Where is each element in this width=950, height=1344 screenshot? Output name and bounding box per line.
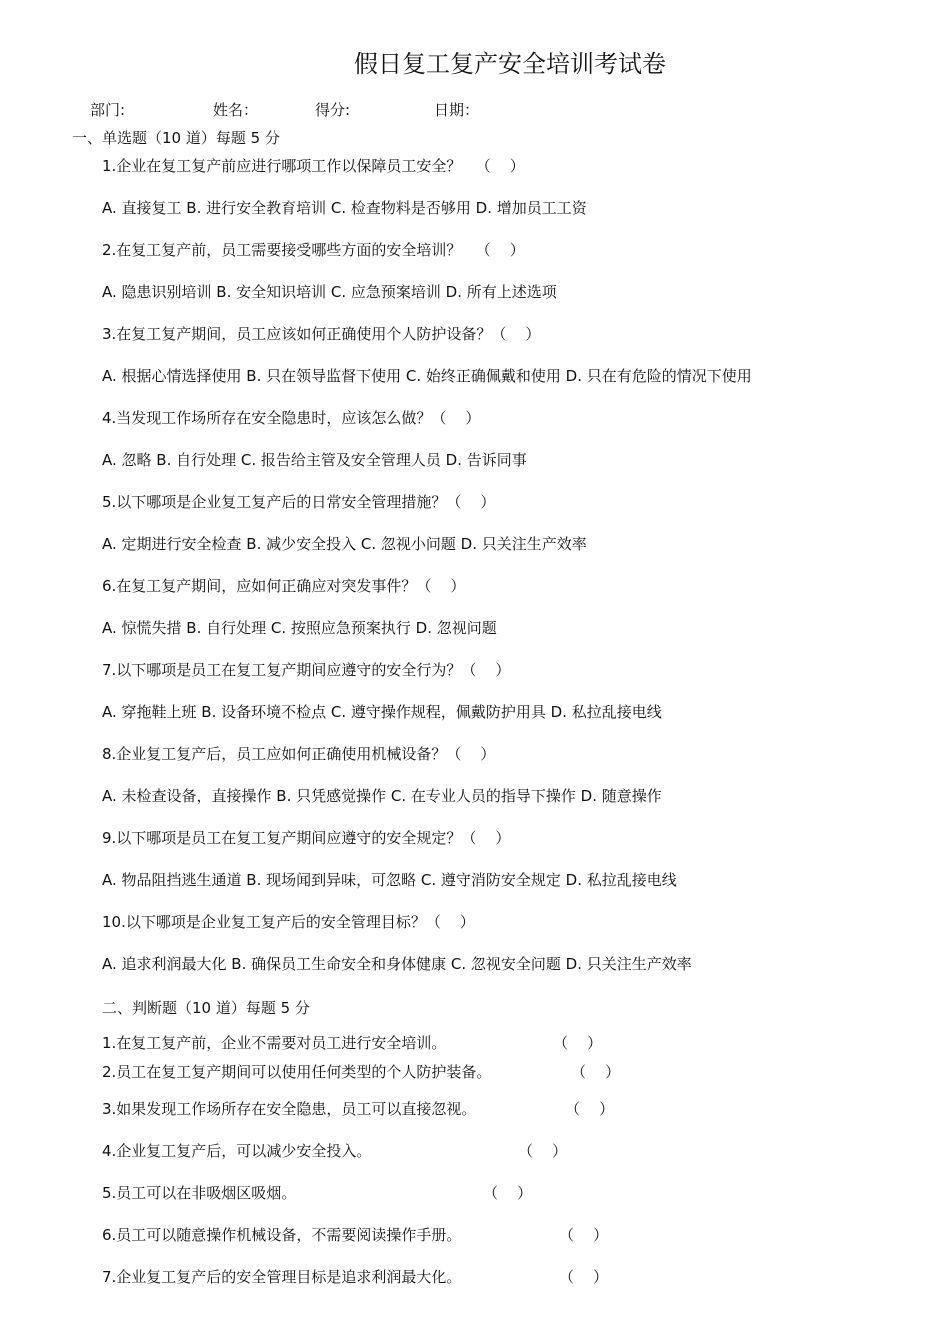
answer-bracket: （ ）: [483, 1184, 533, 1202]
page-title: 假日复工复产安全培训考试卷: [354, 50, 666, 78]
name-label: 姓名：: [213, 101, 259, 119]
question-options: A. 隐患识别培训 B. 安全知识培训 C. 应急预案培训 D. 所有上述选项: [102, 283, 557, 301]
judgement-question: 2.员工在复工复产期间可以使用任何类型的个人防护装备。: [102, 1063, 492, 1081]
judgement-question: 4.企业复工复产后，可以减少安全投入。: [102, 1142, 372, 1160]
judgement-question: 3.如果发现工作场所存在安全隐患，员工可以直接忽视。: [102, 1100, 477, 1118]
score-label: 得分:: [315, 101, 351, 119]
answer-bracket: （ ）: [565, 1100, 615, 1118]
date-label: 日期：: [434, 101, 480, 119]
judgement-question: 6.员工可以随意操作机械设备，不需要阅读操作手册。: [102, 1226, 462, 1244]
department-label: 部门:: [90, 101, 126, 119]
judgement-question: 5.员工可以在非吸烟区吸烟。: [102, 1184, 297, 1202]
answer-bracket: （ ）: [518, 1142, 568, 1160]
question-text: 9.以下哪项是员工在复工复产期间应遵守的安全规定？（ ）: [102, 829, 511, 847]
question-options: A. 穿拖鞋上班 B. 设备环境不检点 C. 遵守操作规程，佩戴防护用具 D. 私拉乱接电线: [102, 703, 662, 721]
question-options: A. 直接复工 B. 进行安全教育培训 C. 检查物料是否够用 D. 增加员工工资: [102, 199, 587, 217]
answer-bracket: （ ）: [571, 1063, 621, 1081]
question-options: A. 根据心情选择使用 B. 只在领导监督下使用 C. 始终正确佩戴和使用 D. 只在有危险的情况下使用: [102, 367, 752, 385]
question-text: 3.在复工复产期间，员工应该如何正确使用个人防护设备？（ ）: [102, 325, 541, 343]
question-options: A. 定期进行安全检查 B. 减少安全投入 C. 忽视小问题 D. 只关注生产效率: [102, 535, 587, 553]
answer-bracket: （ ）: [559, 1268, 609, 1286]
question-text: 10.以下哪项是企业复工复产后的安全管理目标？（ ）: [102, 913, 475, 931]
question-text: 6.在复工复产期间，应如何正确应对突发事件？（ ）: [102, 577, 466, 595]
section2-heading: 二、判断题（10 道）每题 5 分: [102, 999, 310, 1017]
question-text: 2.在复工复产前，员工需要接受哪些方面的安全培训？ （ ）: [102, 241, 525, 259]
question-options: A. 物品阻挡逃生通道 B. 现场闻到异味，可忽略 C. 遵守消防安全规定 D. 私拉乱接电线: [102, 871, 677, 889]
question-text: 7.以下哪项是员工在复工复产期间应遵守的安全行为？（ ）: [102, 661, 511, 679]
question-options: A. 忽略 B. 自行处理 C. 报告给主管及安全管理人员 D. 告诉同事: [102, 451, 527, 469]
answer-bracket: （ ）: [553, 1034, 603, 1052]
section1-heading: 一、单选题（10 道）每题 5 分: [72, 129, 280, 147]
question-options: A. 追求利润最大化 B. 确保员工生命安全和身体健康 C. 忽视安全问题 D. 只关注生产效率: [102, 955, 692, 973]
question-text: 1.企业在复工复产前应进行哪项工作以保障员工安全？ （ ）: [102, 157, 525, 175]
judgement-question: 7.企业复工复产后的安全管理目标是追求利润最大化。: [102, 1268, 462, 1286]
question-options: A. 惊慌失措 B. 自行处理 C. 按照应急预案执行 D. 忽视问题: [102, 619, 497, 637]
answer-bracket: （ ）: [559, 1226, 609, 1244]
question-text: 5.以下哪项是企业复工复产后的日常安全管理措施？（ ）: [102, 493, 496, 511]
judgement-question: 1.在复工复产前，企业不需要对员工进行安全培训。: [102, 1034, 447, 1052]
question-options: A. 未检查设备，直接操作 B. 只凭感觉操作 C. 在专业人员的指导下操作 D. 随意操作: [102, 787, 662, 805]
question-text: 8.企业复工复产后，员工应如何正确使用机械设备？（ ）: [102, 745, 496, 763]
question-text: 4.当发现工作场所存在安全隐患时，应该怎么做？（ ）: [102, 409, 481, 427]
